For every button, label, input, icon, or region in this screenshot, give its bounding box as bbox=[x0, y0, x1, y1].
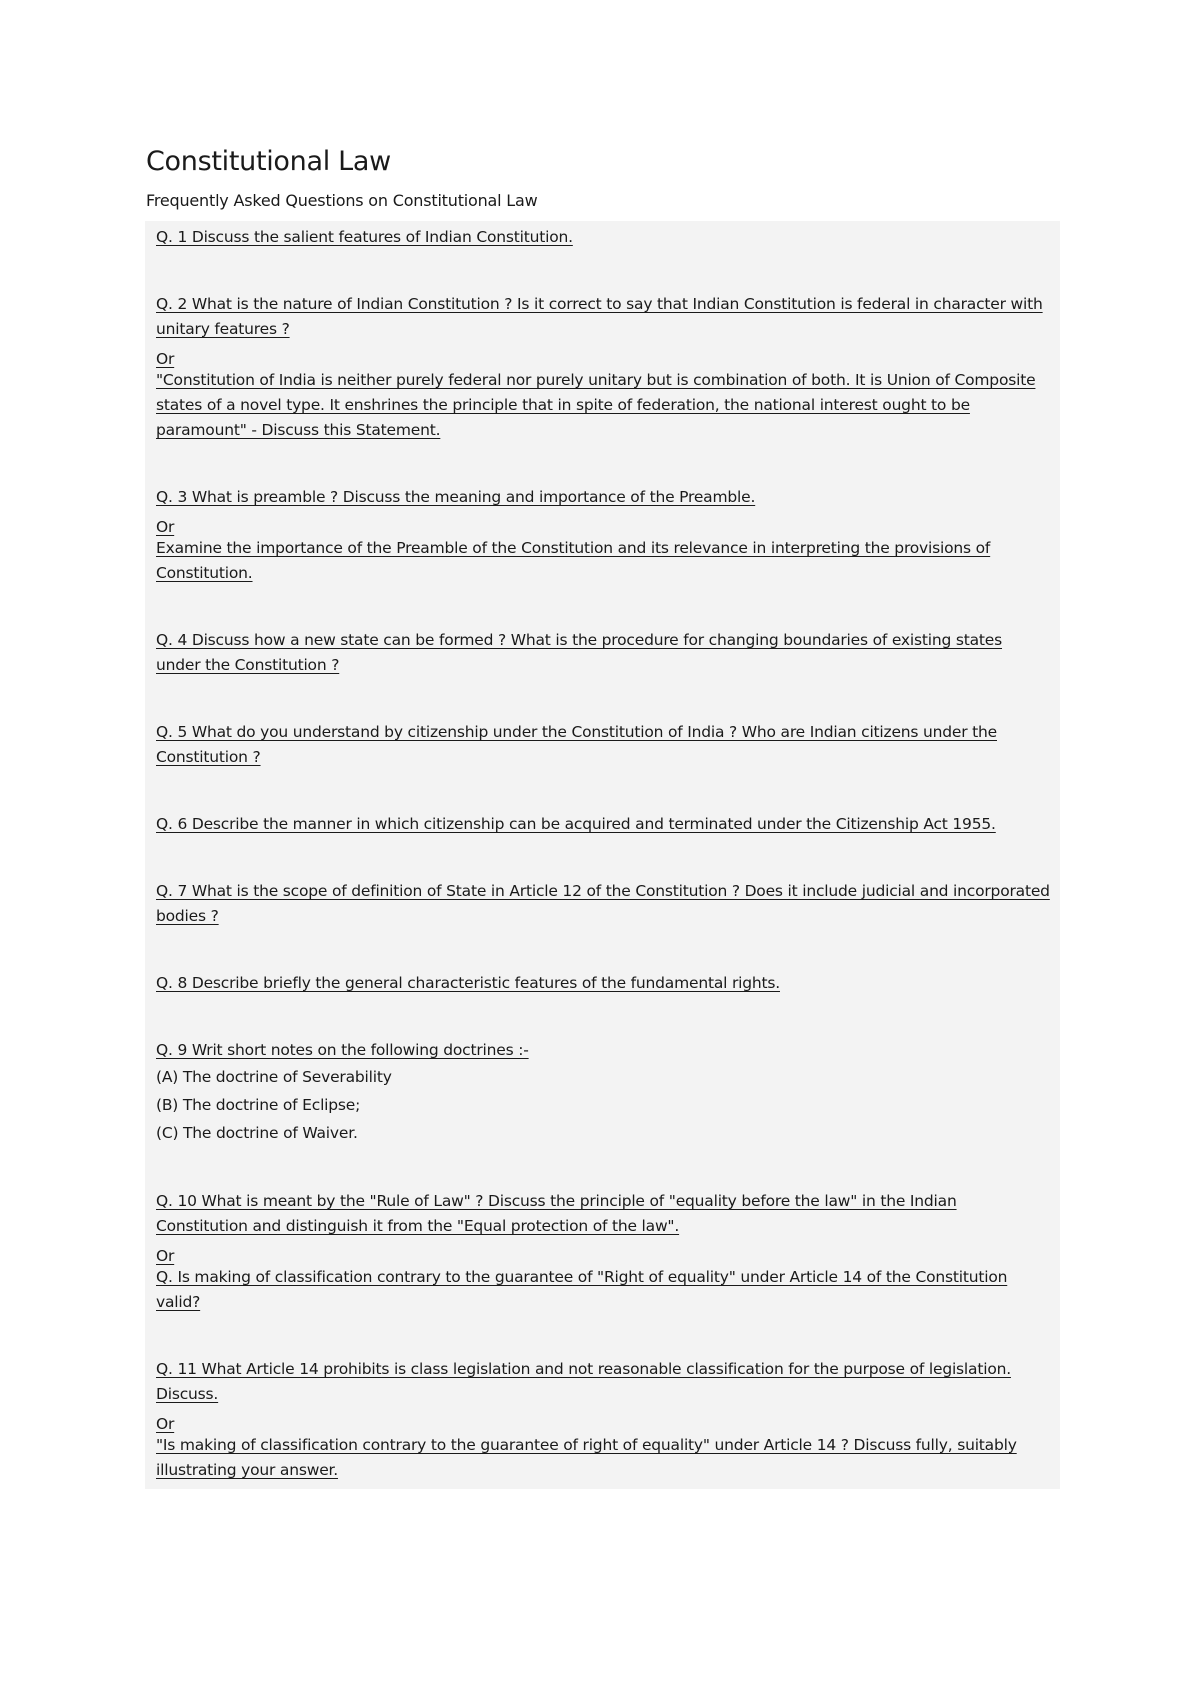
question-text: Q. 2 What is the nature of Indian Constitution ? Is it correct to say that Indian Constitution is federal in character with unitary features ? bbox=[156, 295, 1043, 338]
spacer bbox=[145, 837, 1060, 875]
faq-item-5 bbox=[145, 716, 1060, 770]
document-title: Constitutional Law bbox=[146, 146, 391, 177]
faq-item-8 bbox=[145, 967, 1060, 996]
question-text: Q. 1 Discuss the salient features of Indian Constitution. bbox=[156, 228, 573, 246]
faq-item-9 bbox=[145, 1034, 1060, 1147]
doctrine-item: (B) The doctrine of Eclipse; bbox=[156, 1096, 361, 1114]
question-text: Q. 10 What is meant by the "Rule of Law" ? Discuss the principle of "equality before the law" in the Indian Constitution and distinguish it from the "Equal protection of the law". bbox=[156, 1192, 957, 1235]
faq-list bbox=[145, 221, 1060, 1489]
faq-item-4 bbox=[145, 624, 1060, 678]
spacer bbox=[145, 586, 1060, 624]
or-separator: Or bbox=[156, 518, 175, 536]
doctrine-item: (C) The doctrine of Waiver. bbox=[156, 1124, 358, 1142]
alternate-question: Q. Is making of classification contrary to the guarantee of "Right of equality" under Article 14 of the Constitution valid? bbox=[156, 1268, 1008, 1311]
spacer bbox=[145, 1315, 1060, 1353]
faq-item-1 bbox=[145, 221, 1060, 250]
spacer bbox=[145, 996, 1060, 1034]
alternate-question: "Is making of classification contrary to the guarantee of right of equality" under Article 14 ? Discuss fully, suitably illustrating your answer. bbox=[156, 1436, 1017, 1479]
doctrine-item: (A) The doctrine of Severability bbox=[156, 1068, 392, 1086]
question-text: Q. 3 What is preamble ? Discuss the meaning and importance of the Preamble. bbox=[156, 488, 756, 506]
or-separator: Or bbox=[156, 350, 175, 368]
question-text: Q. 6 Describe the manner in which citizenship can be acquired and terminated under the Citizenship Act 1955. bbox=[156, 815, 996, 833]
spacer bbox=[145, 770, 1060, 808]
spacer bbox=[156, 1483, 1050, 1489]
faq-item-6 bbox=[145, 808, 1060, 837]
document-subtitle: Frequently Asked Questions on Constitutional Law bbox=[146, 191, 538, 210]
spacer bbox=[145, 443, 1060, 481]
faq-item-3 bbox=[145, 481, 1060, 586]
spacer bbox=[145, 929, 1060, 967]
spacer bbox=[145, 250, 1060, 288]
faq-item-11 bbox=[145, 1353, 1060, 1489]
or-separator: Or bbox=[156, 1247, 175, 1265]
question-text: Q. 8 Describe briefly the general characteristic features of the fundamental rights. bbox=[156, 974, 780, 992]
spacer bbox=[145, 678, 1060, 716]
faq-item-2 bbox=[145, 288, 1060, 443]
question-text: Q. 9 Writ short notes on the following doctrines :- bbox=[156, 1041, 529, 1059]
question-text: Q. 5 What do you understand by citizenship under the Constitution of India ? Who are Indian citizens under the Constitution ? bbox=[156, 723, 997, 766]
alternate-question: Examine the importance of the Preamble of the Constitution and its relevance in interpreting the provisions of Constitution. bbox=[156, 539, 991, 582]
faq-item-10 bbox=[145, 1185, 1060, 1315]
question-text: Q. 7 What is the scope of definition of State in Article 12 of the Constitution ? Does it include judicial and incorporated bodies ? bbox=[156, 882, 1050, 925]
faq-item-7 bbox=[145, 875, 1060, 929]
spacer bbox=[145, 1147, 1060, 1185]
question-text: Q. 11 What Article 14 prohibits is class legislation and not reasonable classification for the purpose of legislation. Discuss. bbox=[156, 1360, 1011, 1403]
question-text: Q. 4 Discuss how a new state can be formed ? What is the procedure for changing boundaries of existing states under the Constitution ? bbox=[156, 631, 1003, 674]
or-separator: Or bbox=[156, 1415, 175, 1433]
alternate-question: "Constitution of India is neither purely federal nor purely unitary but is combination of both. It is Union of Composite states of a novel type. It enshrines the principle that in spite of federation, the national interest ought to be paramount" - Discuss this Statement. bbox=[156, 371, 1036, 439]
